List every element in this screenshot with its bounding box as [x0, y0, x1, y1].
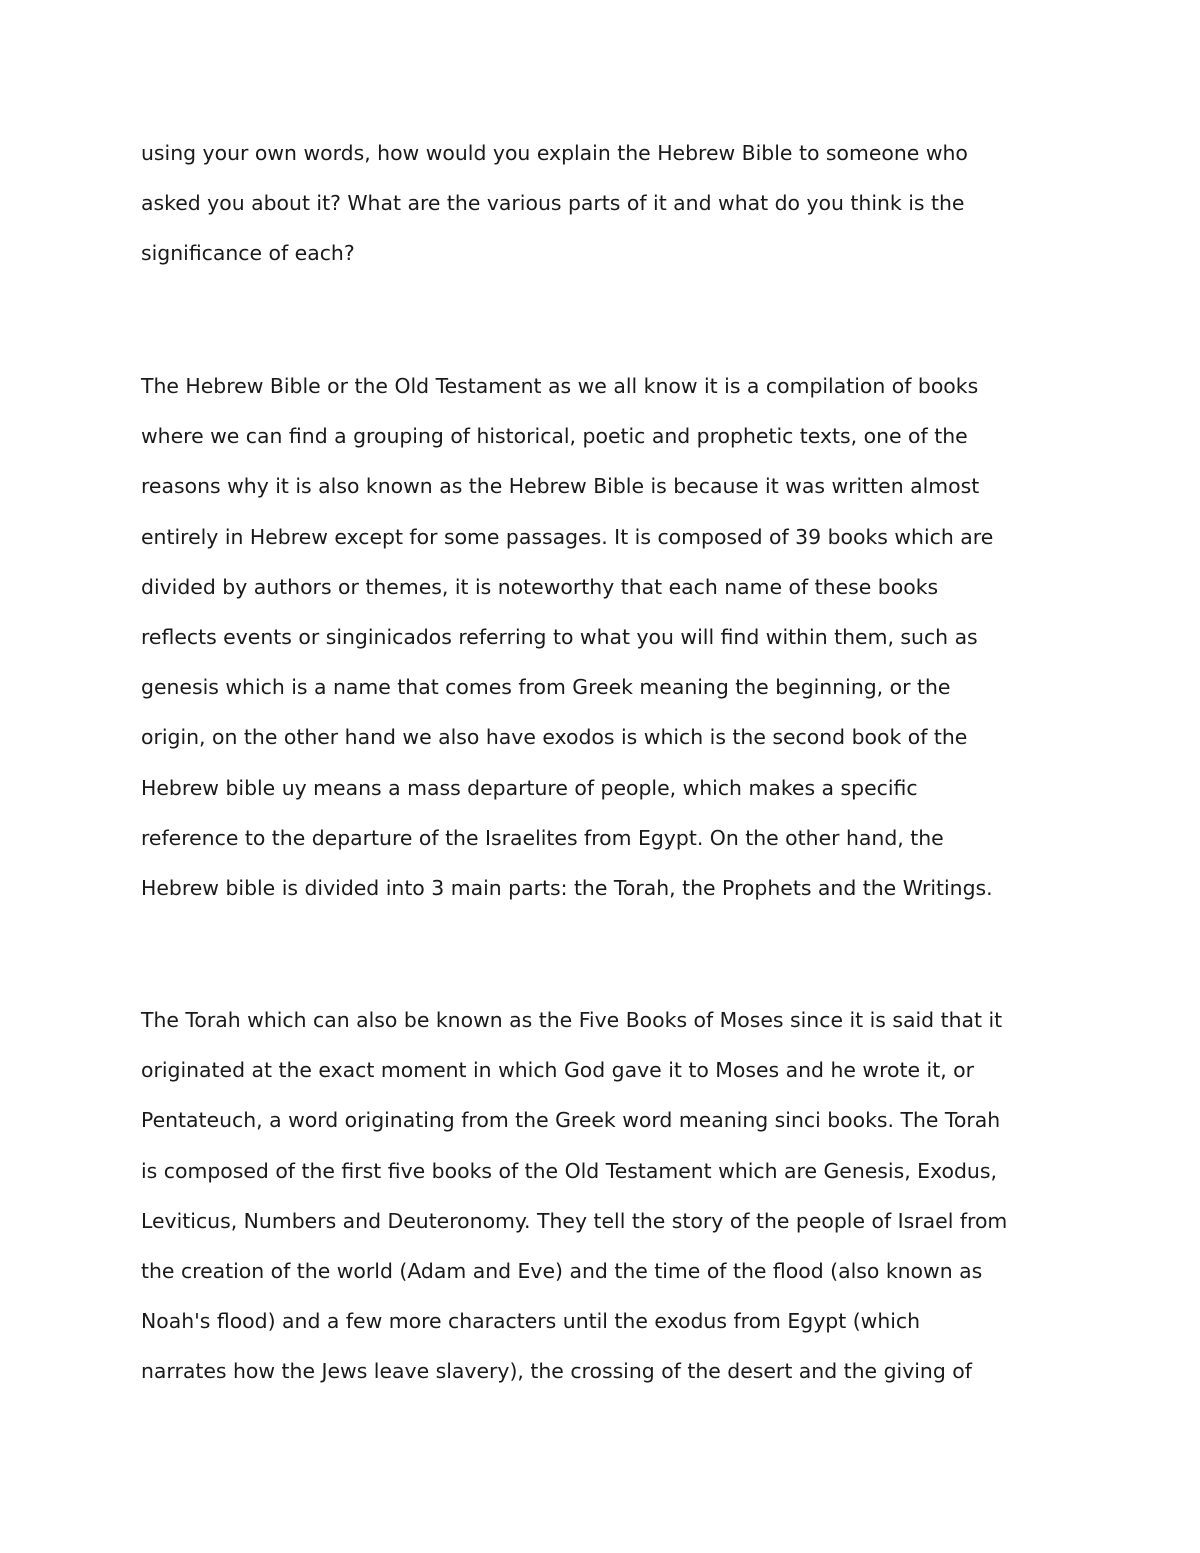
- text-line: reasons why it is also known as the Hebrew Bible is because it was written almost: [141, 474, 980, 499]
- text-line: Leviticus, Numbers and Deuteronomy. They tell the story of the people of Israel from: [141, 1208, 1008, 1233]
- text-line: The Hebrew Bible or the Old Testament as we all know it is a compilation of books: [141, 374, 979, 398]
- text-line: narrates how the Jews leave slavery), the crossing of the desert and the giving of: [141, 1359, 972, 1384]
- text-line: entirely in Hebrew except for some passages. It is composed of 39 books which are: [141, 524, 994, 549]
- text-line: asked you about it? What are the various parts of it and what do you think is the: [141, 191, 965, 216]
- hebrew-bible-paragraph: [141, 361, 1071, 913]
- torah-paragraph: [141, 995, 1071, 1397]
- text-line: is composed of the first five books of the Old Testament which are Genesis, Exodus,: [141, 1158, 997, 1183]
- question-paragraph: [141, 128, 1071, 279]
- text-line: originated at the exact moment in which God gave it to Moses and he wrote it, or: [141, 1058, 975, 1083]
- text-line: the creation of the world (Adam and Eve) and the time of the flood (also known as: [141, 1258, 983, 1283]
- text-line: Noah's flood) and a few more characters until the exodus from Egypt (which: [141, 1309, 921, 1334]
- text-line: significance of each?: [141, 241, 355, 266]
- text-line: Hebrew bible uy means a mass departure of people, which makes a specific: [141, 775, 918, 800]
- text-line: Hebrew bible is divided into 3 main parts: the Torah, the Prophets and the Writings.: [141, 875, 993, 900]
- text-line: reference to the departure of the Israelites from Egypt. On the other hand, the: [141, 825, 944, 850]
- text-line: origin, on the other hand we also have exodos is which is the second book of the: [141, 725, 968, 750]
- text-line: where we can find a grouping of historical, poetic and prophetic texts, one of the: [141, 424, 968, 449]
- text-line: Pentateuch, a word originating from the Greek word meaning sinci books. The Torah: [141, 1108, 1001, 1133]
- text-line: genesis which is a name that comes from Greek meaning the beginning, or the: [141, 675, 951, 700]
- text-line: divided by authors or themes, it is noteworthy that each name of these books: [141, 574, 939, 599]
- text-line: reflects events or singinicados referring to what you will find within them, such as: [141, 624, 978, 649]
- text-line: using your own words, how would you explain the Hebrew Bible to someone who: [141, 141, 968, 165]
- text-line: The Torah which can also be known as the Five Books of Moses since it is said that it: [141, 1008, 1003, 1032]
